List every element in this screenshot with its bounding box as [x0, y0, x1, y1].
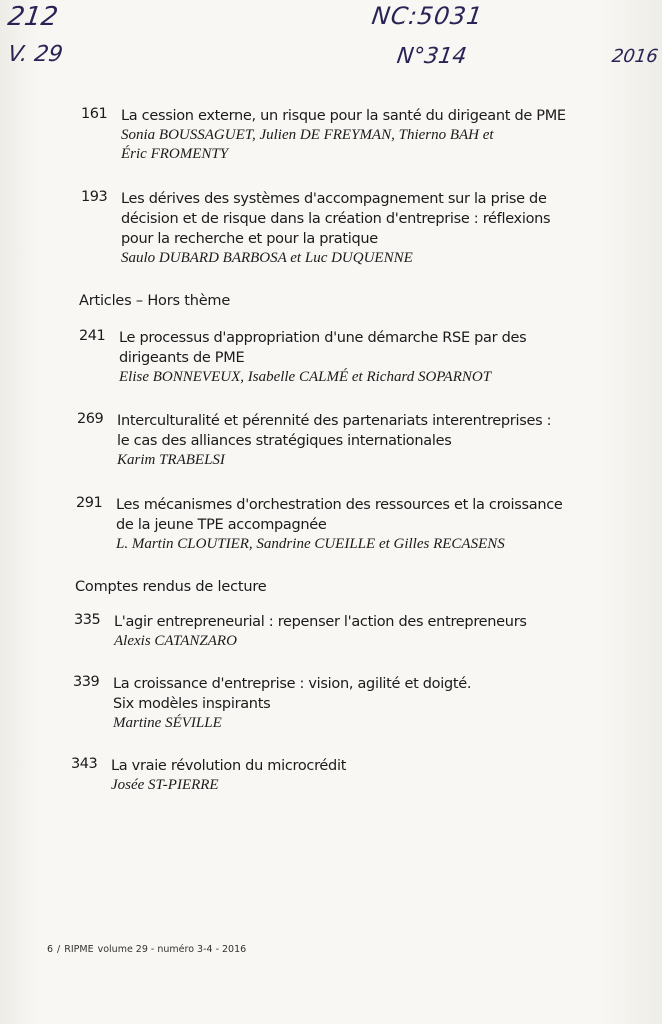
toc-authors-line: Elise BONNEVEUX, Isabelle CALMÉ et Richard SOPARNOT	[119, 369, 492, 385]
toc-authors-line: Karim TRABELSI	[117, 452, 225, 468]
toc-authors-line: Éric FROMENTY	[121, 146, 229, 162]
toc-page-number: 241	[79, 328, 106, 344]
toc-title-line: dirigeants de PME	[119, 350, 245, 366]
toc-entry	[71, 756, 621, 795]
toc-page-number: 343	[71, 756, 98, 772]
section-heading-reviews: Comptes rendus de lecture	[75, 579, 267, 595]
toc-page-number: 339	[73, 674, 100, 690]
toc-authors-line: Alexis CATANZARO	[114, 633, 237, 649]
toc-entry	[77, 411, 627, 470]
toc-entry	[76, 495, 626, 554]
section-heading-articles: Articles – Hors thème	[79, 293, 231, 309]
toc-entry	[79, 328, 624, 387]
toc-title-line: le cas des alliances stratégiques internationales	[117, 433, 452, 449]
toc-title-line: Le processus d'appropriation d'une démarche RSE par des	[119, 330, 527, 346]
toc-title-line: Six modèles inspirants	[113, 696, 271, 712]
footer-page-number: 6	[47, 944, 54, 955]
toc-title-line: L'agir entrepreneurial : repenser l'action des entrepreneurs	[114, 614, 527, 630]
toc-title-line: La cession externe, un risque pour la santé du dirigeant de PME	[121, 108, 566, 124]
toc-page-number: 335	[74, 612, 101, 628]
toc-page-number: 193	[81, 189, 108, 205]
handwritten-volume: V. 29	[6, 42, 65, 67]
toc-authors-line: Martine SÉVILLE	[113, 715, 222, 731]
toc-title-line: La vraie révolution du microcrédit	[111, 758, 347, 774]
footer-separator: /	[57, 944, 61, 955]
toc-title-line: Les mécanismes d'orchestration des ressources et la croissance	[116, 497, 563, 513]
page-footer	[47, 944, 250, 955]
handwritten-catalog-number: NC:5031	[370, 2, 485, 30]
toc-authors-line: Josée ST-PIERRE	[111, 777, 219, 793]
toc-title-line: Interculturalité et pérennité des partenariats interentreprises :	[117, 413, 552, 429]
toc-page-number: 291	[76, 495, 103, 511]
handwritten-issue-number: N°314	[395, 44, 469, 69]
toc-authors-line: Sonia BOUSSAGUET, Julien DE FREYMAN, Thierno BAH et	[121, 127, 494, 143]
footer-issue: volume 29 - numéro 3-4 - 2016	[97, 944, 247, 955]
toc-entry	[73, 674, 623, 733]
toc-entry	[81, 106, 621, 164]
handwritten-year: 2016	[610, 46, 660, 67]
footer-journal: RIPME	[64, 944, 94, 955]
toc-authors-line: L. Martin CLOUTIER, Sandrine CUEILLE et Gilles RECASENS	[116, 536, 505, 552]
toc-entry	[81, 189, 626, 268]
toc-title-line: de la jeune TPE accompagnée	[116, 517, 327, 533]
toc-page-number: 161	[81, 106, 108, 122]
toc-title-line: décision et de risque dans la création d'entreprise : réflexions	[121, 211, 551, 227]
toc-title-line: La croissance d'entreprise : vision, agilité et doigté.	[113, 676, 472, 692]
toc-title-line: pour la recherche et pour la pratique	[121, 231, 378, 247]
toc-entry	[74, 612, 624, 651]
toc-authors-line: Saulo DUBARD BARBOSA et Luc DUQUENNE	[121, 250, 413, 266]
toc-title-line: Les dérives des systèmes d'accompagnement sur la prise de	[121, 191, 547, 207]
handwritten-shelf-number: 212	[5, 2, 60, 32]
toc-page-number: 269	[77, 411, 104, 427]
